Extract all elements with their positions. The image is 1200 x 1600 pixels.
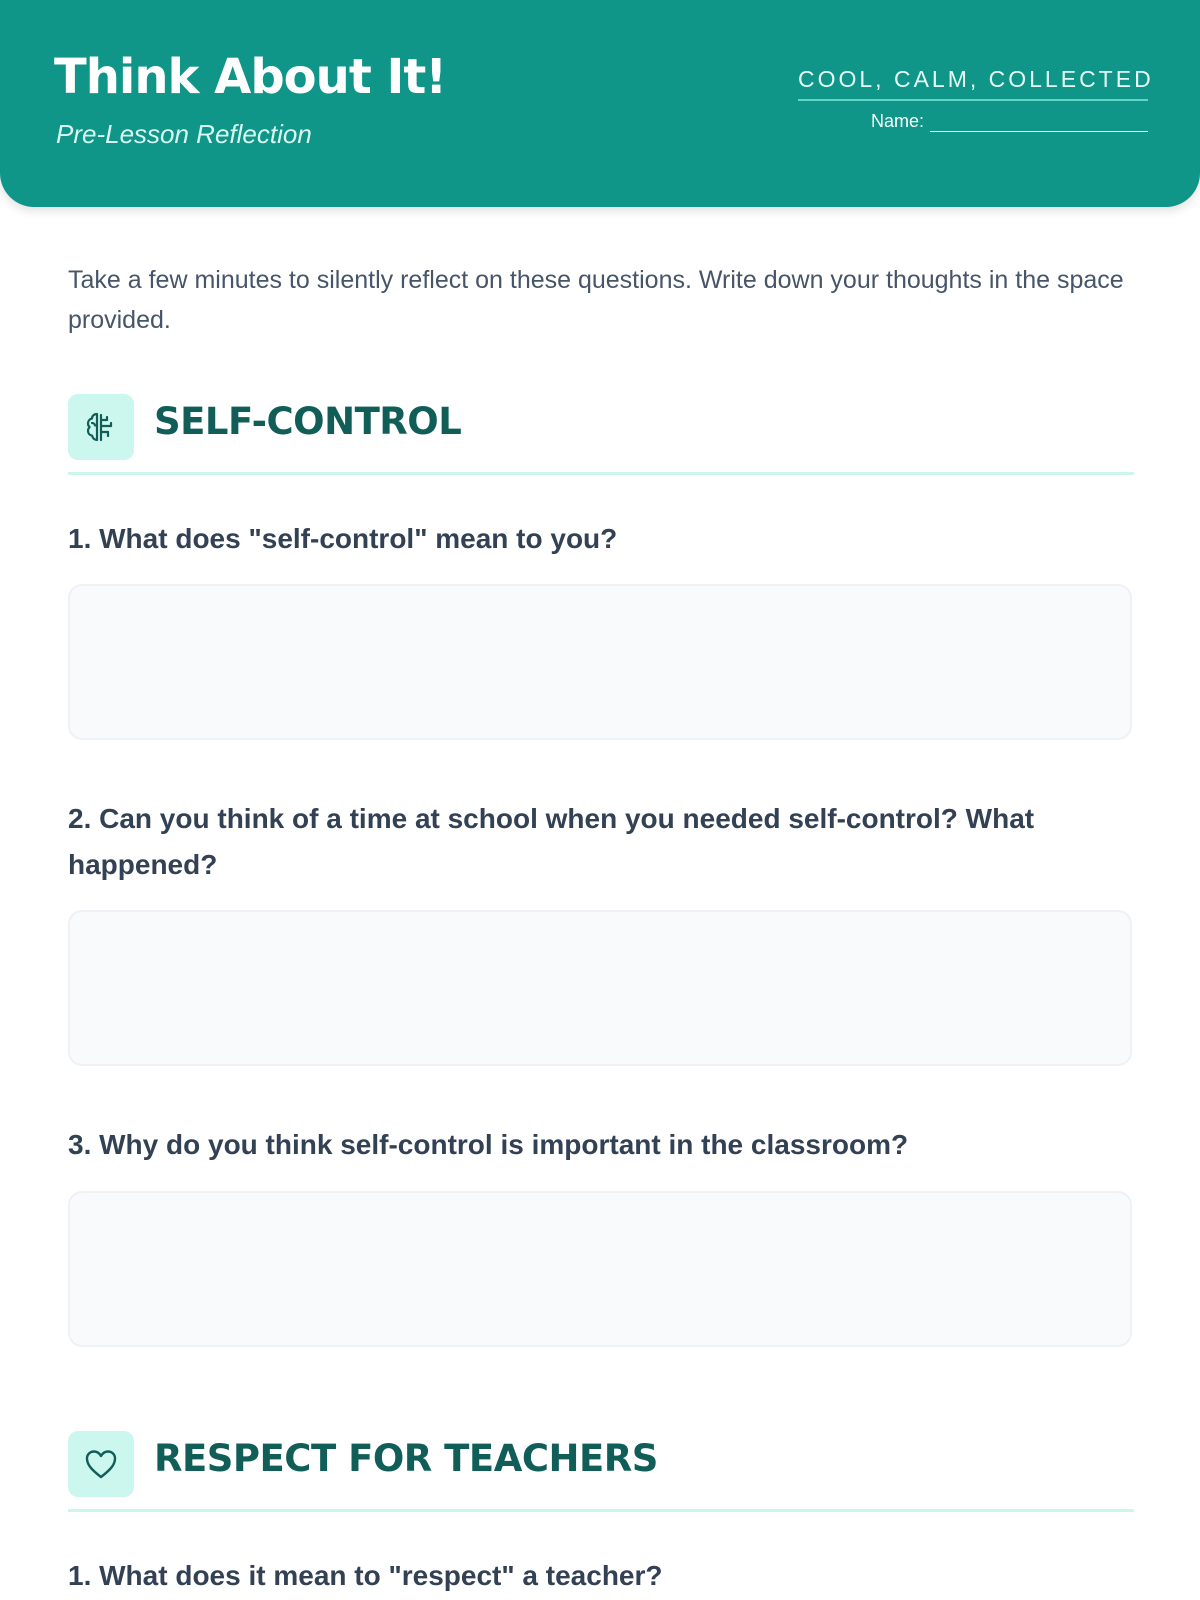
name-row	[798, 111, 1148, 132]
brain-icon	[68, 394, 134, 460]
motto: COOL, CALM, COLLECTED	[798, 66, 1148, 101]
answer-box[interactable]	[68, 910, 1132, 1066]
page-subtitle: Pre-Lesson Reflection	[56, 119, 312, 149]
answer-box[interactable]	[68, 584, 1132, 740]
page-title: Think About It!	[54, 49, 447, 105]
name-field[interactable]	[930, 115, 1148, 132]
question: 2. Can you think of a time at school when you needed self-control? What happened?	[68, 803, 1035, 880]
question: 3. Why do you think self-control is important in the classroom?	[68, 1129, 909, 1160]
section-self-control-header	[68, 394, 1134, 475]
question: 1. What does "self-control" mean to you?	[68, 523, 618, 554]
question: 1. What does it mean to "respect" a teacher?	[68, 1560, 663, 1591]
header-right	[798, 66, 1154, 132]
name-label: Name:	[870, 111, 924, 131]
heart-icon	[68, 1431, 134, 1497]
section-respect-header	[68, 1431, 1134, 1512]
section-title: SELF-CONTROL	[154, 400, 462, 443]
answer-box[interactable]	[68, 1191, 1132, 1347]
header-banner	[0, 0, 1200, 207]
intro-text: Take a few minutes to silently reflect on these questions. Write down your thoughts in the space provided.	[68, 266, 1124, 334]
section-title: RESPECT FOR TEACHERS	[154, 1437, 658, 1480]
